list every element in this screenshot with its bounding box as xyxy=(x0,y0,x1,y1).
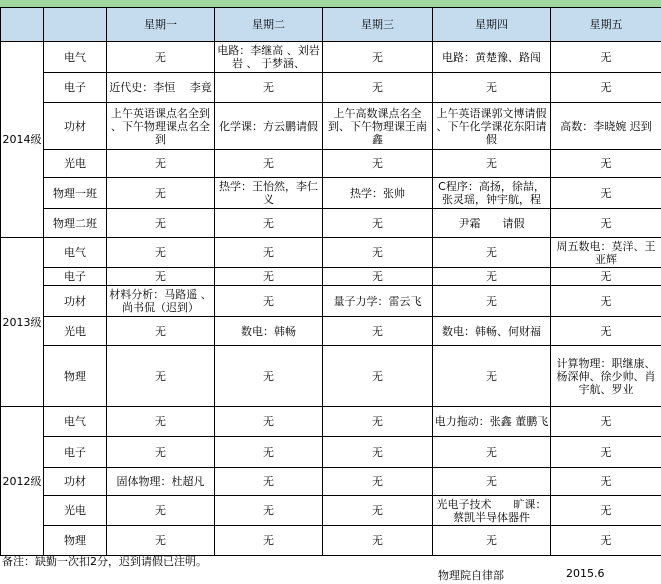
major-label: 光电 xyxy=(44,150,107,178)
cell: 无 xyxy=(433,150,551,178)
cell: 无 xyxy=(433,73,551,103)
cell: 无 xyxy=(107,437,215,468)
table-row xyxy=(1,526,661,556)
cell: 无 xyxy=(215,286,323,317)
cell: 电路：李继高 、刘岩岩 、 于梦涵、 xyxy=(215,42,323,73)
header-day: 星期二 xyxy=(215,8,323,42)
cell: 无 xyxy=(215,496,323,526)
cell: 无 xyxy=(107,496,215,526)
table-row xyxy=(1,73,661,103)
footer-org: 物理院自律部 xyxy=(438,569,504,582)
table-row xyxy=(1,407,661,437)
cell: 无 xyxy=(107,346,215,407)
cell: 无 xyxy=(551,526,661,556)
major-label: 物理一班 xyxy=(44,178,107,209)
cell: 数电：韩畅、何财福 xyxy=(433,317,551,346)
cell: 无 xyxy=(323,268,433,286)
cell: 无 xyxy=(433,526,551,556)
major-label: 电气 xyxy=(44,238,107,268)
cell: 无 xyxy=(551,42,661,73)
cell: 无 xyxy=(323,496,433,526)
table-row xyxy=(1,268,661,286)
cell: 无 xyxy=(323,407,433,437)
table-row xyxy=(1,103,661,150)
top-strip xyxy=(0,0,661,7)
cell: 无 xyxy=(551,317,661,346)
cell: 周五数电：莫洋、王亚辉 xyxy=(551,238,661,268)
major-label: 物理 xyxy=(44,346,107,407)
cell: 无 xyxy=(323,238,433,268)
cell: 近代史：李恒 李竟 xyxy=(107,73,215,103)
cell: 无 xyxy=(215,437,323,468)
cell: 电路：黄楚豫、路闯 xyxy=(433,42,551,73)
cell: 无 xyxy=(323,209,433,238)
header-day: 星期四 xyxy=(433,8,551,42)
major-label: 光电 xyxy=(44,317,107,346)
header-day: 星期一 xyxy=(107,8,215,42)
cell: 无 xyxy=(323,346,433,407)
header-row xyxy=(1,8,661,42)
major-label: 光电 xyxy=(44,496,107,526)
cell: 无 xyxy=(107,42,215,73)
table-row xyxy=(1,496,661,526)
cell: 无 xyxy=(107,178,215,209)
cell: 上午高数课点名全到、下午物理课王南鑫 xyxy=(323,103,433,150)
table-row xyxy=(1,150,661,178)
major-label: 功材 xyxy=(44,468,107,496)
cell: 无 xyxy=(551,150,661,178)
cell: 尹霜 请假 xyxy=(433,209,551,238)
cell: C程序：高扬，徐喆，张灵瑶，钟宇航，程 xyxy=(433,178,551,209)
cell: 量子力学：雷云飞 xyxy=(323,286,433,317)
cell: 无 xyxy=(107,238,215,268)
cell: 无 xyxy=(107,268,215,286)
cell: 无 xyxy=(215,468,323,496)
cell: 无 xyxy=(551,178,661,209)
cell: 无 xyxy=(433,238,551,268)
cell: 材料分析：马路遥 、尚书侃（迟到） xyxy=(107,286,215,317)
cell: 无 xyxy=(433,268,551,286)
major-label: 物理 xyxy=(44,526,107,556)
footer-note: 备注：缺勤一次扣2分，迟到请假已注明。 xyxy=(2,555,207,568)
cell: 无 xyxy=(551,468,661,496)
cell: 无 xyxy=(551,437,661,468)
cell: 无 xyxy=(551,73,661,103)
major-label: 物理二班 xyxy=(44,209,107,238)
cell: 无 xyxy=(215,407,323,437)
cell: 无 xyxy=(215,73,323,103)
table-row xyxy=(1,209,661,238)
cell: 无 xyxy=(107,317,215,346)
table-row xyxy=(1,42,661,73)
major-label: 电气 xyxy=(44,407,107,437)
table-row xyxy=(1,286,661,317)
major-label: 电气 xyxy=(44,42,107,73)
header-day: 星期五 xyxy=(551,8,661,42)
cell: 上午英语课点名全到 、下午物理课点名全到 xyxy=(107,103,215,150)
cell: 无 xyxy=(323,73,433,103)
cell: 上午英语课郭文博请假 、下午化学课花东阳请假 xyxy=(433,103,551,150)
cell: 无 xyxy=(433,286,551,317)
table-row xyxy=(1,238,661,268)
cell: 无 xyxy=(107,407,215,437)
cell: 无 xyxy=(323,150,433,178)
cell: 计算物理：职继康、杨深伸、徐少帅、肖宇航、罗业 xyxy=(551,346,661,407)
cell: 无 xyxy=(215,268,323,286)
table-row xyxy=(1,468,661,496)
table-row xyxy=(1,178,661,209)
cell: 无 xyxy=(551,496,661,526)
cell: 无 xyxy=(323,317,433,346)
header-day: 星期三 xyxy=(323,8,433,42)
cell: 无 xyxy=(551,209,661,238)
cell: 无 xyxy=(107,150,215,178)
cell: 无 xyxy=(323,42,433,73)
table-row xyxy=(1,437,661,468)
year-label: 2013级 xyxy=(1,238,44,407)
footer-date: 2015.6 xyxy=(566,567,605,580)
cell: 化学课：方云鹏请假 xyxy=(215,103,323,150)
cell: 高数：李晓婉 迟到 xyxy=(551,103,661,150)
cell: 光电子技术 旷课：蔡凯半导体器件 xyxy=(433,496,551,526)
cell: 电力拖动：张鑫 董鹏飞 xyxy=(433,407,551,437)
cell: 无 xyxy=(323,468,433,496)
table-row xyxy=(1,346,661,407)
cell: 无 xyxy=(433,437,551,468)
major-label: 功材 xyxy=(44,103,107,150)
major-label: 电子 xyxy=(44,437,107,468)
cell: 无 xyxy=(323,526,433,556)
cell: 固体物理：杜超凡 xyxy=(107,468,215,496)
cell: 热学：王怡然，李仁义 xyxy=(215,178,323,209)
cell: 无 xyxy=(215,346,323,407)
major-label: 电子 xyxy=(44,73,107,103)
year-label: 2014级 xyxy=(1,42,44,238)
cell: 无 xyxy=(551,407,661,437)
major-label: 功材 xyxy=(44,286,107,317)
cell: 无 xyxy=(551,286,661,317)
cell: 无 xyxy=(433,346,551,407)
cell: 数电：韩畅 xyxy=(215,317,323,346)
cell: 无 xyxy=(215,526,323,556)
major-label: 电子 xyxy=(44,268,107,286)
year-label: 2012级 xyxy=(1,407,44,556)
cell: 无 xyxy=(107,526,215,556)
attendance-table xyxy=(0,7,661,556)
header-corner-cell xyxy=(1,8,44,42)
cell: 无 xyxy=(107,209,215,238)
cell: 无 xyxy=(323,437,433,468)
cell: 无 xyxy=(215,238,323,268)
cell: 无 xyxy=(215,209,323,238)
header-corner-cell xyxy=(44,8,107,42)
cell: 无 xyxy=(433,468,551,496)
cell: 热学：张帅 xyxy=(323,178,433,209)
cell: 无 xyxy=(551,268,661,286)
cell: 无 xyxy=(215,150,323,178)
table-row xyxy=(1,317,661,346)
